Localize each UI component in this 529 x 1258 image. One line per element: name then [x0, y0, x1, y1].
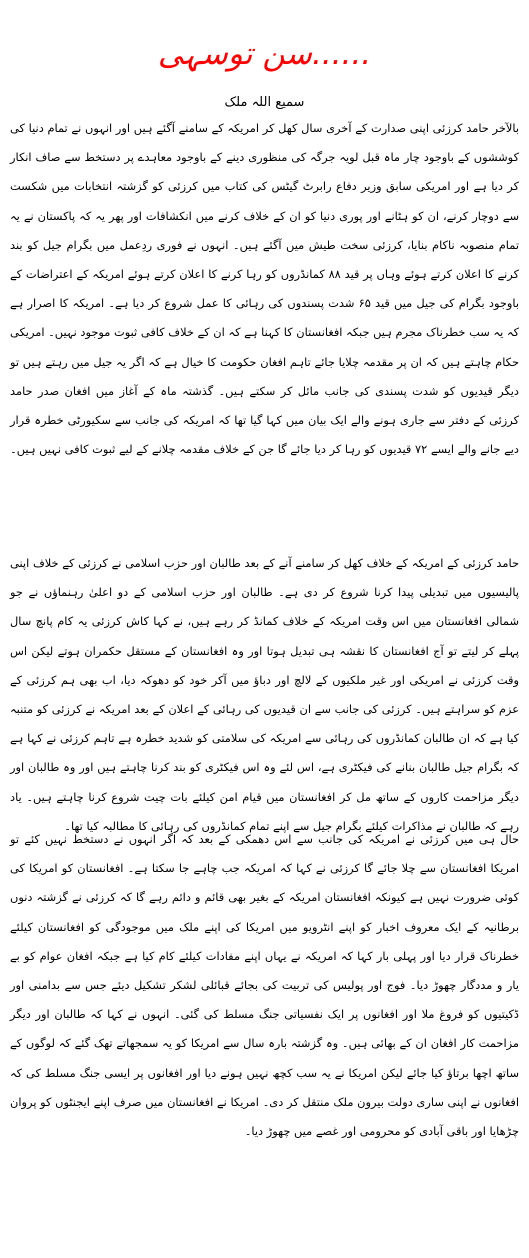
paragraph: بالآخر حامد کرزئی اپنی صدارت کے آخری سال کھل کر امریکہ کے سامنے آگئے ہیں اور انہوں نے تمام دنیا کی کوششوں کے باوجود چار ماہ قبل لویہ جرگہ کی منظوری دینے کے باوجود معاہدے پر دستخط سے صاف انکار کر دیا ہے اور امریکی سابق وزیر دفاع رابرٹ گیٹس کی کتاب میں کرزئی کو گزشتہ انتخابات میں شکست سے دوچار کرنے، ان کو ہٹانے اور پوری دنیا کو ان کے خلاف کرنے میں انکشافات اور پھر یہ کہ پاکستان نے یہ تمام منصوبہ ناکام بنایا، کرزئی سخت طیش میں آگئے ہیں۔ انہوں نے فوری ردِعمل میں بگرام جیل کو بند کرنے کا اعلان کرتے ہوئے وہاں پر قید ۸۸ کمانڈروں کو رہا کرنے کا اعلان کرتے ہوئے امریکہ کے اعتراضات کے باوجود بگرام کی جیل میں قید ۶۵ شدت پسندوں کی رہائی کا عمل شروع کر دیا ہے۔ امریکہ کا اصرار ہے کہ یہ سب خطرناک مجرم ہیں جبکہ افغانستان کا کہنا ہے کہ ان کے خلاف کافی ثبوت موجود نہیں۔ امریکی حکام چاہتے ہیں کہ ان پر مقدمہ چلایا جائے تاہم افغان حکومت کا خیال ہے کہ اگر یہ جیل میں رہتے ہیں تو دیگر قیدیوں کو شدت پسندی کی جانب مائل کر سکتے ہیں۔ گذشتہ ماہ کے آغاز میں افغان صدر حامد کرزئی کے دفتر سے جاری ہونے والے ایک بیان میں کہا گیا تھا کہ امریکہ کی جانب سے سکیورٹی خطرہ قرار دیے جانے والے ایسے ۷۲ قیدیوں کو رہا کر دیا جائے گا جن کے خلاف مقدمہ چلانے کے لیے ثبوت کافی نہیں ہیں۔	[10, 121, 520, 457]
article-body	[10, 114, 519, 1209]
author-name: سمیع اللہ ملک	[224, 95, 305, 110]
paragraph: حال ہی میں کرزئی نے امریکہ کی جانب سے اس دھمکی کے بعد کہ اگر انہوں نے دستخط نہیں کئے تو امریکا افغانستان سے چلا جائے گا کرزئی نے کہا کہ امریکہ جب چاہے جا سکتا ہے۔ افغانستان کو امریکا کی کوئی ضرورت نہیں ہے کیونکہ افغانستان امریکہ کے بغیر بھی قائم و دائم رہے گا کہ کرزئی نے گزشتہ دنوں برطانیہ کے ایک معروف اخبار کو اپنے انٹرویو میں امریکا کی اپنے ملک میں موجودگی کو افغانستان کیلئے خطرناک قرار دیا اور پہلی بار کہا کہ امریکہ نے یہاں اپنے مفادات کیلئے کام کیا ہے جبکہ افغان عوام کو بے یار و مددگار چھوڑ دیا۔ فوج اور پولیس کی تربیت کی بجائے قبائلی لشکر تشکیل دیئے جس سے بدامنی اور ڈکیتیوں کو فروغ ملا اور افغانوں پر ایک نفسیاتی جنگ مسلط کی گئی۔ انہوں نے کہا کہ طالبان اور دیگر مزاحمت کار افغان ان کے بھائی ہیں۔ وہ گزشتہ بارہ سال سے امریکا کو یہ سمجھاتے تھک گئے کہ لوگوں کے ساتھ اچھا برتاؤ کیا جائے لیکن امریکا نے یہ سب کچھ نہیں ہونے دیا اور افغانوں پر ایسی جنگ مسلط کی کہ افغانوں نے اپنی ساری دولت بیرون ملک منتقل کر دی۔ امریکا نے افغانستان میں صرف اپنے ایجنٹوں کو پروان چڑھایا اور باقی آبادی کو محرومی اور غصے میں چھوڑ دیا۔	[10, 832, 519, 1139]
paragraph: حامد کرزئی کے امریکہ کے خلاف کھل کر سامنے آنے کے بعد طالبان اور حزب اسلامی نے کرزئی کے خلاف اپنی پالیسیوں میں تبدیلی پیدا کرنا شروع کر دی ہے۔ طالبان اور حزب اسلامی کے دو اعلیٰ رہنماؤں نے جو شمالی افغانستان میں اس وقت امریکہ کے خلاف کمانڈ کر رہے ہیں، نے کہا کاش کرزئی یہ کام پانچ سال پہلے کر لیتے تو آج افغانستان کا نقشہ ہی تبدیل ہوتا اور وہ افغانستان کے مستقل حکمران ہوتے لیکن اس وقت کرزئی نے امریکی اور غیر ملکیوں کے لالچ اور دباؤ میں آکر خود کو دھوکہ دیا، اب بھی ہم کرزئی کے عزم کو سراہتے ہیں۔ کرزئی کی جانب سے ان قیدیوں کی رہائی کے اعلان کے بعد امریکہ نے کرزئی کو متنبہ کیا ہے کہ ان طالبان کمانڈروں کی رہائی سے امریکہ کی سلامتی کو شدید خطرہ ہے تاہم کرزئی نے کہا ہے کہ بگرام جیل طالبان بنانے کی فیکٹری ہے، اس لئے وہ اس فیکٹری کو بند کرنا چاہتے ہیں اور وہ طالبان اور دیگر مزاحمت کاروں کے ساتھ مل کر افغانستان میں قیام امن کیلئے بات چیت شروع کرنا چاہتے ہیں۔ یاد رہے کہ طالبان نے مذاکرات کیلئے بگرام جیل سے اپنے تمام کمانڈروں کی رہائی کا مطالبہ کیا تھا۔	[10, 556, 520, 833]
article-title: سن توسہی......	[157, 36, 372, 72]
